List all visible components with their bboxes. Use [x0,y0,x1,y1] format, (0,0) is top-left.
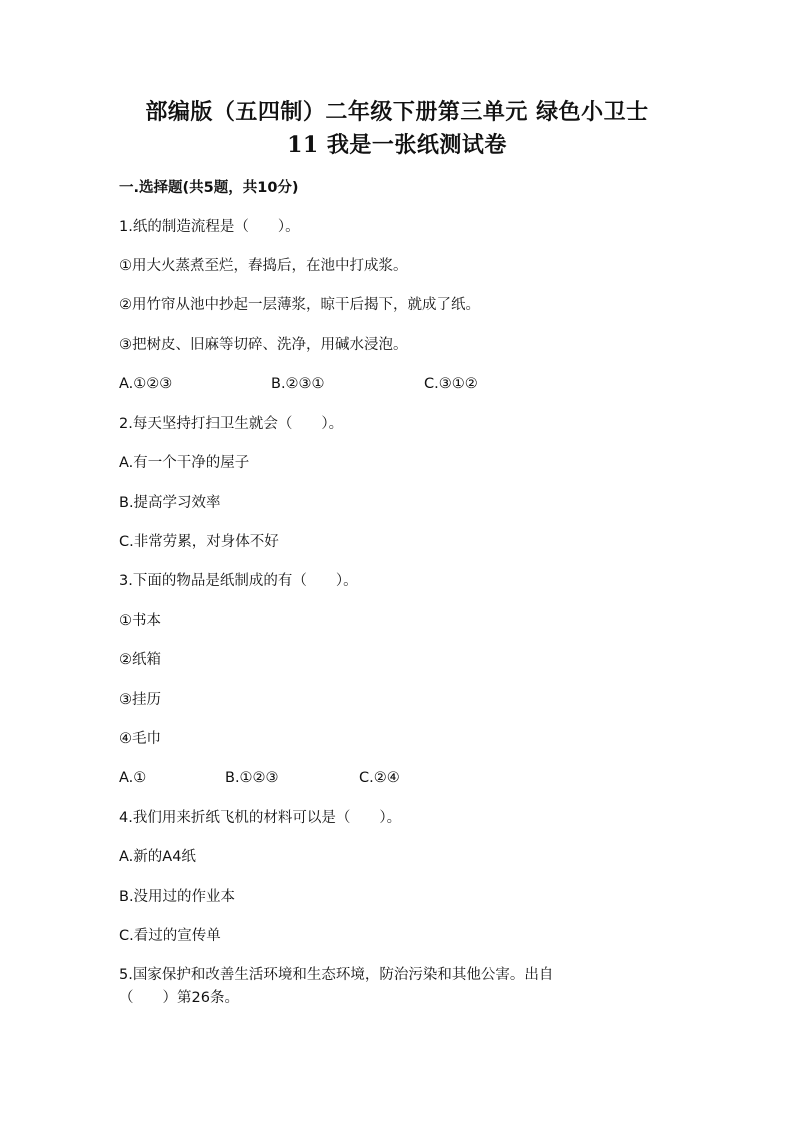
question-3-stem: 3.下面的物品是纸制成的有（ ）。 [119,573,358,589]
question-2-stem: 2.每天坚持打扫卫生就会（ ）。 [119,416,344,432]
question-5-stem-line-1: 5.国家保护和改善生活环境和生态环境，防治污染和其他公害。出自 [119,967,554,983]
question-2-option-a: A.有一个干净的屋子 [119,455,250,471]
question-3-option-a: A.① [119,770,147,786]
question-1-statement-2: ②用竹帘从池中抄起一层薄浆，晾干后揭下，就成了纸。 [119,297,480,313]
question-1-option-c: C.③①② [424,376,478,392]
question-4-option-a: A.新的A4纸 [119,849,196,865]
question-3-statement-2: ②纸箱 [119,652,161,668]
question-1-option-b: B.②③① [271,376,325,392]
question-3-option-b: B.①②③ [225,770,279,786]
question-4-option-b: B.没用过的作业本 [119,889,236,905]
question-3-option-c: C.②④ [359,770,400,786]
exam-title-line-1: 部编版（五四制）二年级下册第三单元 绿色小卫士 [145,99,649,125]
question-5-stem-line-2: （ ）第26条。 [119,990,239,1006]
question-1-stem: 1.纸的制造流程是（ ）。 [119,219,300,235]
question-2-option-c: C.非常劳累，对身体不好 [119,534,279,550]
question-1-statement-1: ①用大火蒸煮至烂，舂捣后，在池中打成浆。 [119,258,408,274]
question-3-statement-1: ①书本 [119,613,161,629]
exam-title-line-2: 11 我是一张纸测试卷 [287,132,507,158]
question-3-statement-3: ③挂历 [119,692,161,708]
question-1-statement-3: ③把树皮、旧麻等切碎、洗净，用碱水浸泡。 [119,337,408,353]
question-1-option-a: A.①②③ [119,376,173,392]
question-3-statement-4: ④毛巾 [119,731,161,747]
question-2-option-b: B.提高学习效率 [119,495,221,511]
section-heading: 一.选择题(共5题，共10分) [119,180,299,196]
question-4-stem: 4.我们用来折纸飞机的材料可以是（ ）。 [119,810,402,826]
question-4-option-c: C.看过的宣传单 [119,928,221,944]
